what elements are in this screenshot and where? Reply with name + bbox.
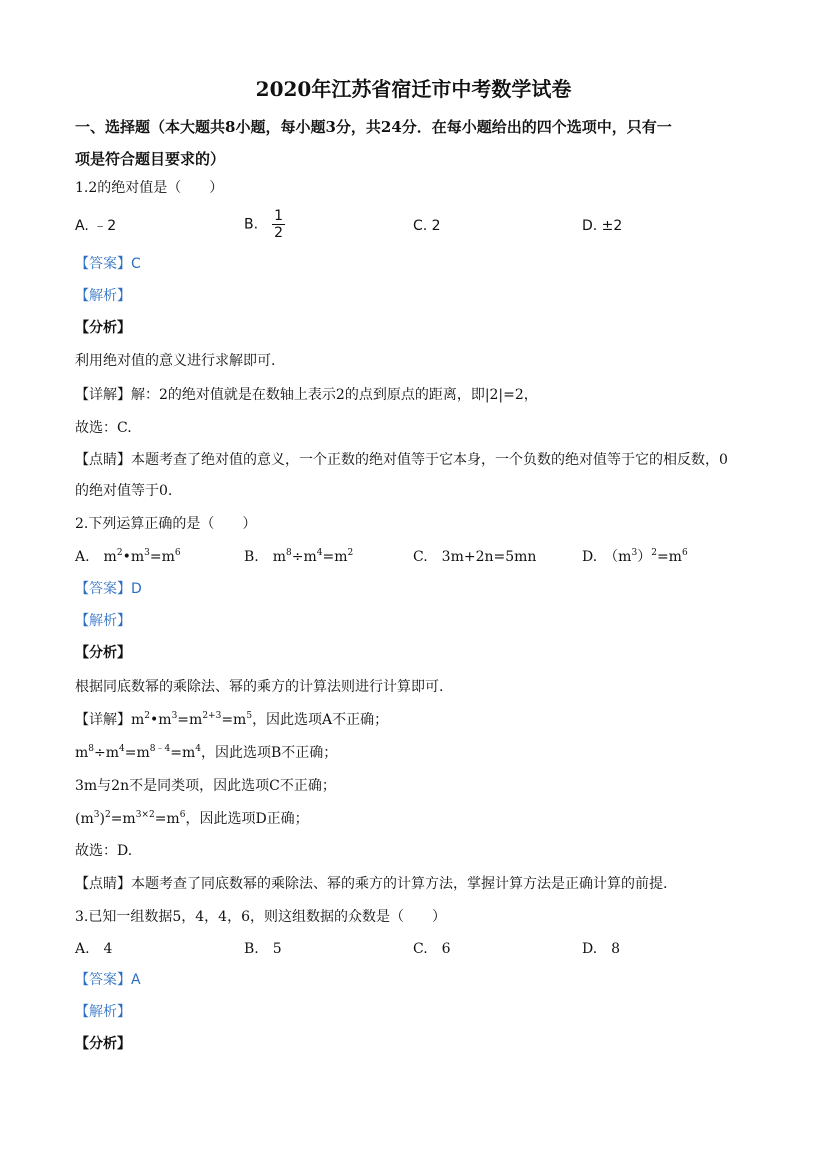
q3-stem: 3.已知一组数据5，4，4，6，则这组数据的众数是（ ） — [75, 909, 446, 925]
section-heading-line2: 项是符合题目要求的） — [75, 150, 226, 168]
xiangjie-d-tail: ，因此选项D正确； — [185, 811, 309, 827]
answer-label: 【答案】 — [75, 972, 131, 988]
q1-dianjing-line2: 的绝对值等于0. — [75, 483, 173, 499]
q3-option-b: B. 5 — [244, 941, 282, 957]
section-heading-line1: 一、选择题（本大题共8小题，每小题3分，共24分．在每小题给出的四个选项中，只有一 — [75, 118, 672, 136]
q2-option-d: D. $(m^3)^2=m^6$ — [582, 548, 688, 565]
q1-jiexi-label: 【解析】 — [75, 288, 131, 304]
answer-value: A — [131, 972, 141, 988]
q1-dianjing-line1: 【点睛】本题考查了绝对值的意义，一个正数的绝对值等于它本身，一个负数的绝对值等于它的相反数，0 — [75, 452, 728, 468]
q1-option-a: A. ﹣2 — [75, 218, 117, 234]
q2-xiangjie-a: 【详解】$m^2•m^3=m^{2+3}=m^5$，因此选项A不正确； — [75, 711, 389, 728]
q2-xiangjie-d: $(m^3)^2=m^{3\times 2}=m^6$，因此选项D正确； — [75, 810, 309, 827]
answer-value: D — [131, 581, 142, 597]
option-label: D. — [582, 549, 598, 565]
q2-dianjing: 【点睛】本题考查了同底数幂的乘除法、幂的乘方的计算方法，掌握计算方法是正确计算的前提. — [75, 876, 668, 892]
q2-fenxi-text: 根据同底数幂的乘除法、幂的乘方的计算法则进行计算即可. — [75, 679, 444, 695]
page-title: 2020年江苏省宿迁市中考数学试卷 — [255, 77, 572, 101]
q1-stem: 1.2的绝对值是（ ） — [75, 180, 224, 196]
q2-answer — [75, 579, 142, 599]
q1-answer — [75, 254, 141, 274]
answer-label: 【答案】 — [75, 256, 131, 272]
xiangjie-a-tail: ，因此选项A不正确； — [252, 712, 389, 728]
q1-option-b-label: B. — [244, 216, 259, 233]
q2-stem: 2.下列运算正确的是（ ） — [75, 516, 257, 532]
fraction-denominator: 2 — [274, 225, 283, 241]
xiangjie-label: 【详解】 — [75, 712, 131, 728]
q2-option-c: C. 3m+2n=5mn — [413, 549, 537, 565]
q1-option-c: C. 2 — [413, 218, 441, 234]
q3-jiexi-label: 【解析】 — [75, 1004, 131, 1020]
q1-xiangjie: 【详解】解：2的绝对值就是在数轴上表示2的点到原点的距离，即|2|=2， — [75, 387, 538, 403]
q2-fenxi-label: 【分析】 — [75, 645, 131, 661]
q3-answer — [75, 970, 141, 990]
q3-option-d: D. 8 — [582, 941, 621, 957]
q1-fenxi-label: 【分析】 — [75, 320, 131, 336]
option-label: B. — [244, 549, 259, 565]
q3-fenxi-label: 【分析】 — [75, 1036, 131, 1052]
answer-label: 【答案】 — [75, 581, 131, 597]
fraction-numerator: 1 — [274, 208, 283, 224]
q1-guxuan: 故选：C. — [75, 420, 132, 436]
q2-jiexi-label: 【解析】 — [75, 613, 131, 629]
answer-value: C — [131, 256, 141, 272]
xiangjie-b-tail: ，因此选项B不正确； — [200, 745, 338, 761]
q2-xiangjie-c: 3m与2n不是同类项，因此选项C不正确； — [75, 778, 336, 794]
q1-option-b — [244, 208, 285, 241]
q2-xiangjie-b: $m^8\div m^4=m^{8﹣4}=m^4$，因此选项B不正确； — [75, 744, 338, 761]
q2-option-a: A. $m^2•m^3=m^6$ — [75, 548, 181, 565]
q3-option-c: C. 6 — [413, 941, 451, 957]
q1-fenxi-text: 利用绝对值的意义进行求解即可. — [75, 353, 276, 369]
q2-option-b: B. $m^8\div m^4=m^2$ — [244, 548, 354, 565]
option-label: A. — [75, 549, 90, 565]
q1-option-b-fraction — [272, 208, 285, 241]
q1-option-d: D. ±2 — [582, 218, 623, 234]
q3-option-a: A. 4 — [75, 941, 113, 957]
q2-guxuan: 故选：D. — [75, 843, 133, 859]
